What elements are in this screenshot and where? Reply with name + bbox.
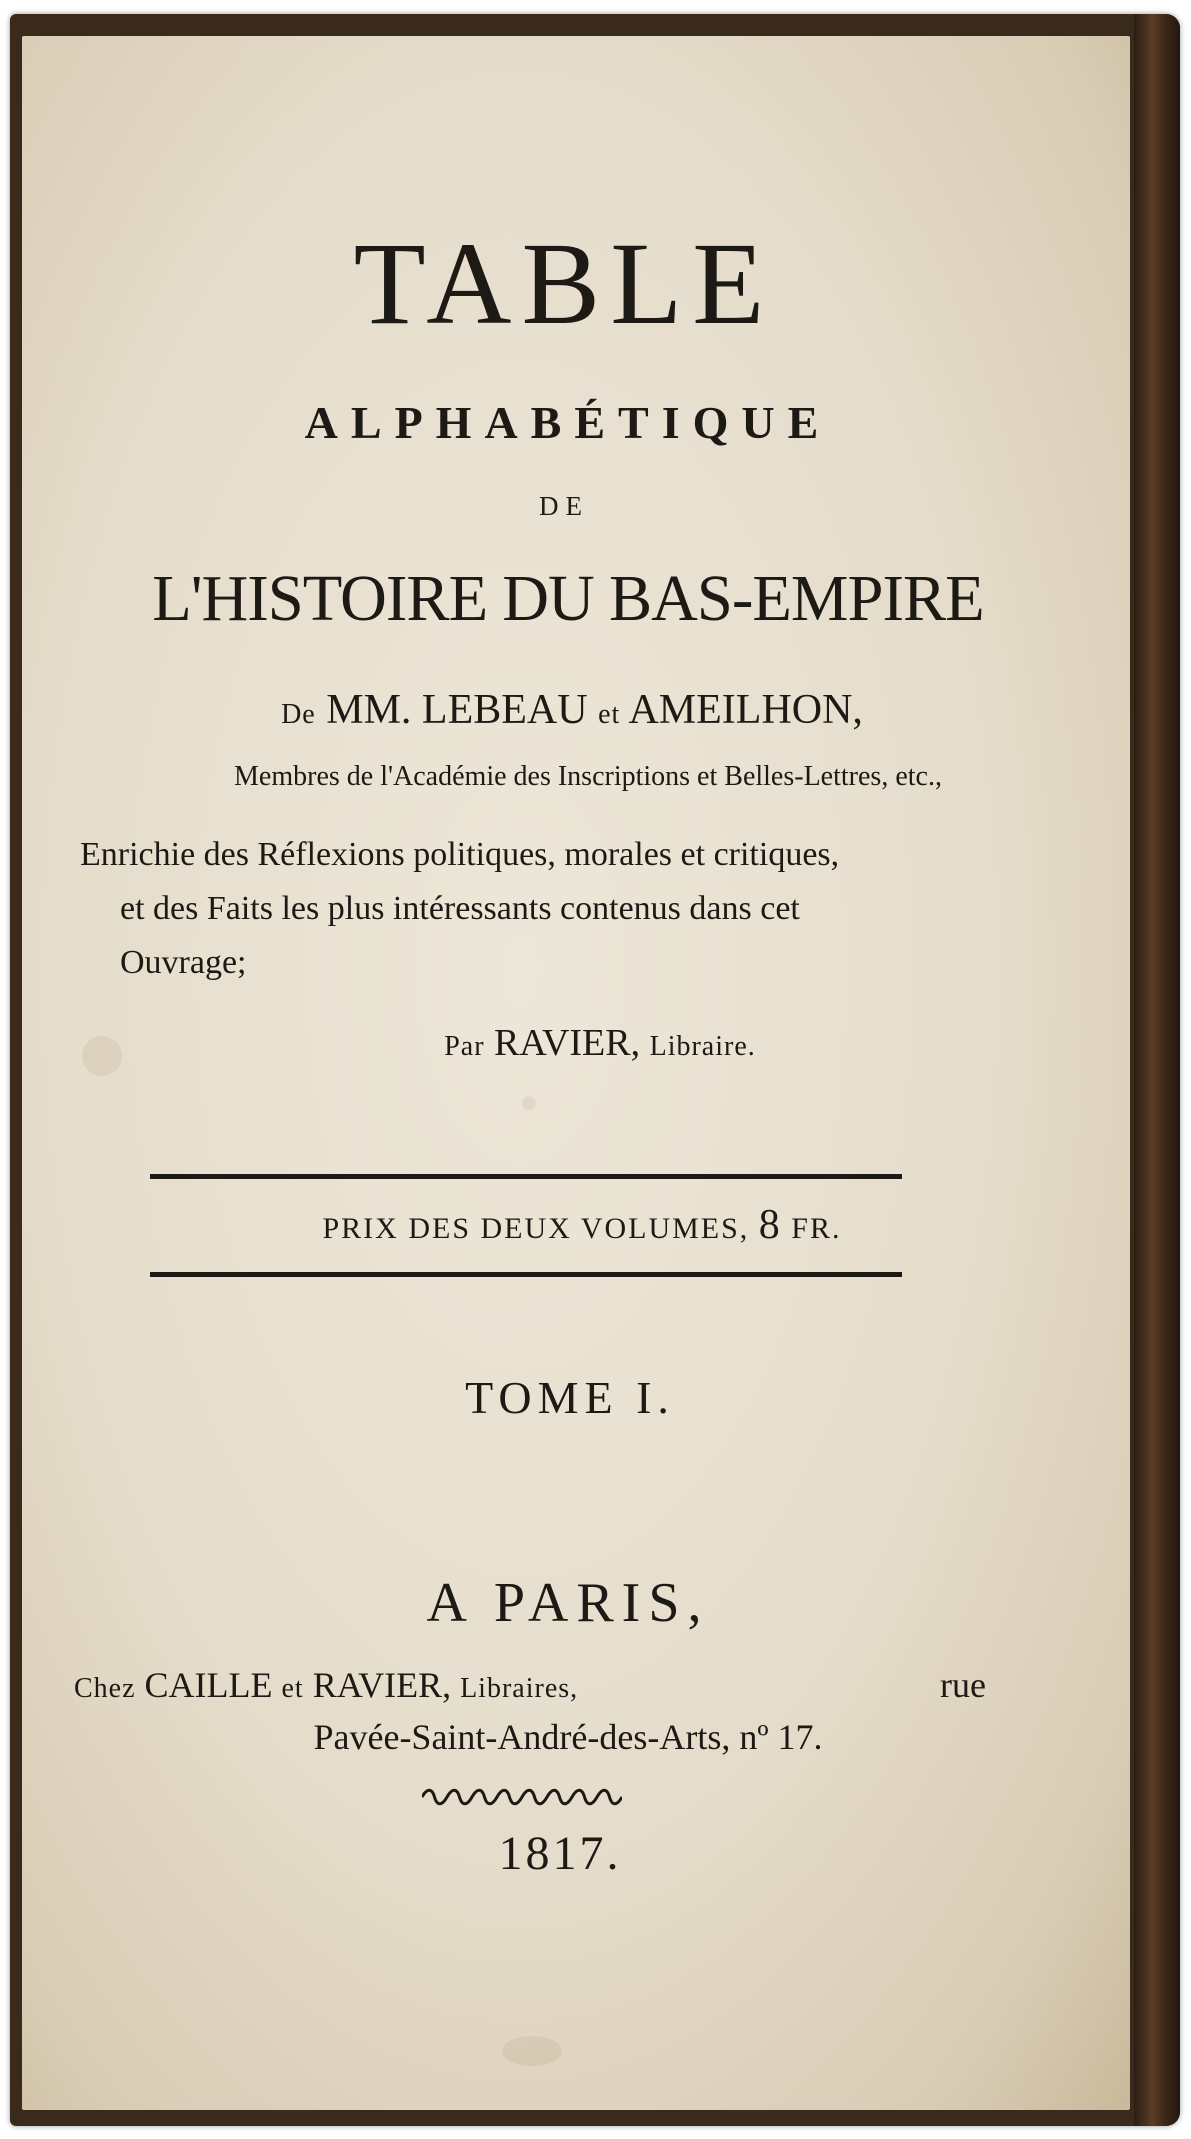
authors-et: et — [598, 699, 621, 730]
compiler-name: RAVIER, — [494, 1022, 641, 1064]
book-binding — [10, 14, 1180, 2126]
description-line-3: Ouvrage; — [120, 944, 247, 981]
authors-line — [18, 686, 1126, 734]
subtitle-connector: DE — [539, 491, 589, 521]
imprint-names-2: RAVIER, — [312, 1665, 452, 1705]
authors-names-1: MM. LEBEAU — [326, 687, 588, 733]
imprint-names-1: CAILLE — [144, 1665, 273, 1705]
title-page — [22, 36, 1130, 2110]
page-subtitle: ALPHABÉTIQUE — [304, 397, 832, 448]
price-line — [28, 1201, 1136, 1249]
title-page-content — [22, 36, 1130, 2110]
authors-de: De — [281, 699, 316, 730]
price-amount: 8 — [758, 1202, 782, 1248]
page-title: TABLE — [353, 218, 775, 349]
work-title: L'HISTOIRE DU BAS-EMPIRE — [152, 562, 984, 635]
imprint-libraires: Libraires, — [460, 1673, 579, 1704]
imprint-chez: Chez — [74, 1673, 136, 1704]
compiler-par: Par — [444, 1031, 485, 1062]
authors-affiliation: Membres de l'Académie des Inscriptions et Belles-Lettres, etc., — [234, 761, 942, 792]
ornament-rule — [422, 1788, 622, 1806]
description-line-2: et des Faits les plus intéressants contenus dans cet — [120, 890, 800, 927]
compiler-role: Libraire. — [649, 1031, 756, 1062]
imprint-et: et — [281, 1673, 304, 1704]
price-rule-bottom — [150, 1272, 902, 1277]
spine-edge — [1134, 14, 1180, 2126]
authors-names-2: AMEILHON, — [628, 687, 863, 733]
volume-number: TOME I. — [465, 1372, 675, 1423]
description-line-1: Enrichie des Réflexions politiques, morales et critiques, — [80, 836, 840, 873]
price-rule-top — [150, 1174, 902, 1179]
price-text: PRIX DES DEUX VOLUMES, — [322, 1212, 750, 1245]
imprint-rue: rue — [940, 1665, 986, 1705]
imprint-address: Pavée-Saint-André-des-Arts, nº 17. — [313, 1717, 823, 1757]
compiler-line — [46, 1021, 1154, 1065]
imprint-publisher-line — [74, 1664, 986, 1706]
description-block — [80, 828, 1080, 990]
price-currency: FR. — [791, 1212, 842, 1245]
imprint-city: A PARIS, — [426, 1572, 710, 1634]
publication-year: 1817. — [498, 1827, 622, 1880]
